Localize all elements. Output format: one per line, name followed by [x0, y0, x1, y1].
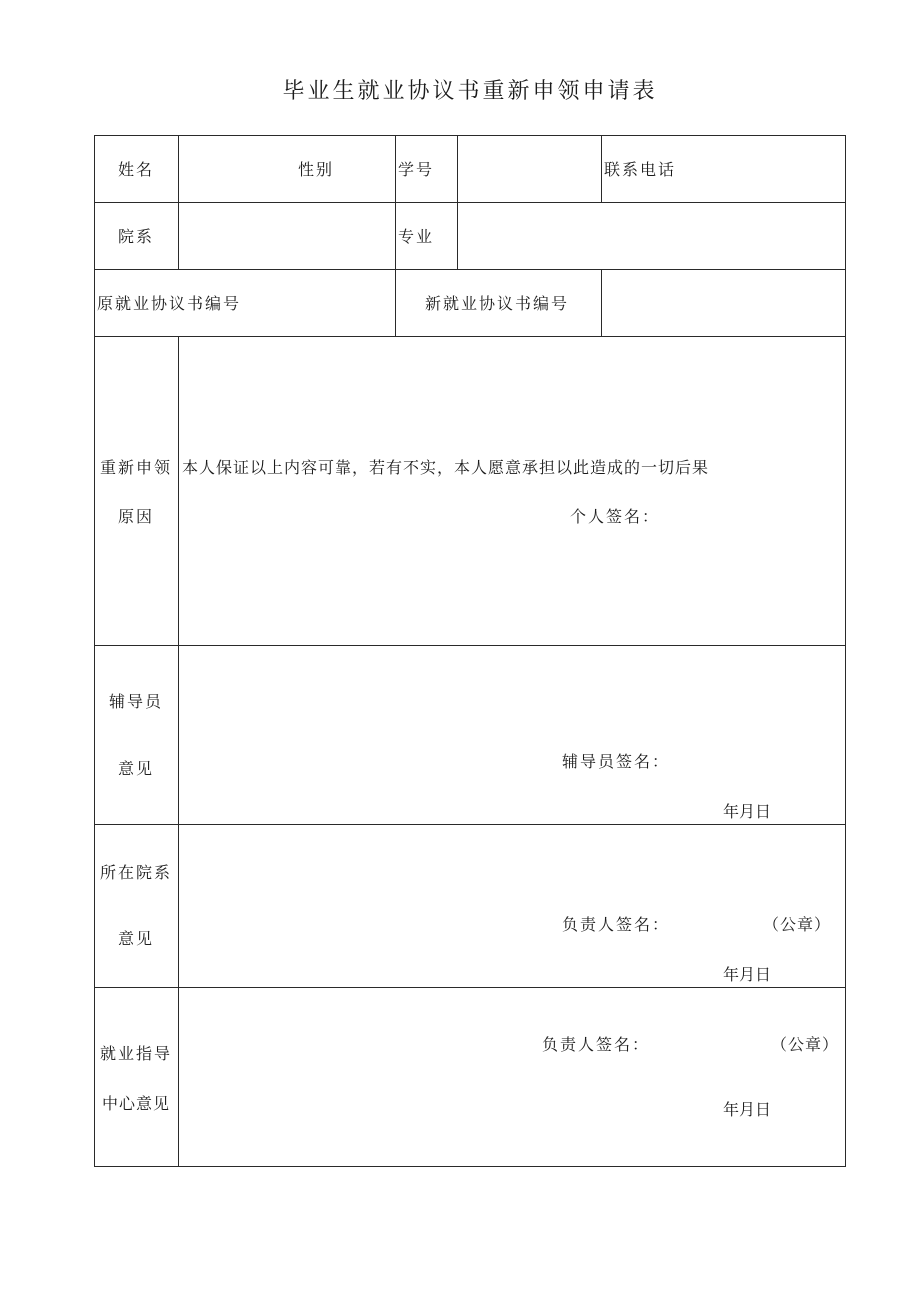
- table-border-bottom: [94, 1166, 846, 1167]
- label-column-divider: [178, 135, 179, 269]
- reason-label-line2: 原因: [117, 507, 154, 526]
- table-border-right: [845, 135, 846, 1167]
- department-head-signature-label: 负责人签名：: [562, 915, 671, 934]
- table-border-left: [94, 135, 95, 1167]
- center-opinion-label-line2: 中心意见: [101, 1094, 170, 1113]
- name-label: 姓名: [117, 160, 154, 179]
- row-divider-4: [94, 645, 846, 646]
- row-divider-5: [94, 824, 846, 825]
- center-date-label: 年月日: [723, 1100, 772, 1119]
- phone-label-divider: [601, 135, 602, 202]
- student-id-value-divider: [457, 135, 458, 269]
- center-seal-label: （公章）: [771, 1035, 840, 1054]
- personal-signature-label: 个人签名：: [570, 507, 661, 526]
- row-divider-6: [94, 987, 846, 988]
- student-id-label: 学号: [398, 160, 435, 179]
- department-opinion-label-line1: 所在院系: [99, 863, 172, 882]
- phone-label: 联系电话: [604, 160, 677, 179]
- counselor-signature-label: 辅导员签名：: [562, 752, 671, 771]
- major-label: 专业: [398, 227, 435, 246]
- student-id-label-divider: [395, 135, 396, 336]
- new-no-value-divider: [601, 269, 602, 336]
- row-divider-3: [94, 336, 846, 337]
- gender-label: 性别: [298, 160, 335, 179]
- center-opinion-label-line1: 就业指导: [99, 1044, 172, 1063]
- guarantee-statement: 本人保证以上内容可靠，若有不实，本人愿意承担以此造成的一切后果: [182, 458, 710, 477]
- row-divider-1: [94, 202, 846, 203]
- new-agreement-no-label: 新就业协议书编号: [425, 294, 570, 313]
- department-opinion-label-line2: 意见: [117, 929, 154, 948]
- reason-label-line1: 重新申领: [99, 458, 172, 477]
- row-divider-2: [94, 269, 846, 270]
- department-seal-label: （公章）: [763, 915, 832, 934]
- department-date-label: 年月日: [723, 965, 772, 984]
- label-column-divider-lower: [178, 336, 179, 1167]
- department-label: 院系: [117, 227, 154, 246]
- table-border-top: [94, 135, 846, 136]
- counselor-label-line2: 意见: [117, 759, 154, 778]
- center-head-signature-label: 负责人签名：: [542, 1035, 651, 1054]
- counselor-label-line1: 辅导员: [108, 692, 163, 711]
- counselor-date-label: 年月日: [723, 802, 772, 821]
- original-agreement-no-label: 原就业协议书编号: [97, 294, 242, 313]
- form-title: 毕业生就业协议书重新申领申请表: [282, 79, 658, 104]
